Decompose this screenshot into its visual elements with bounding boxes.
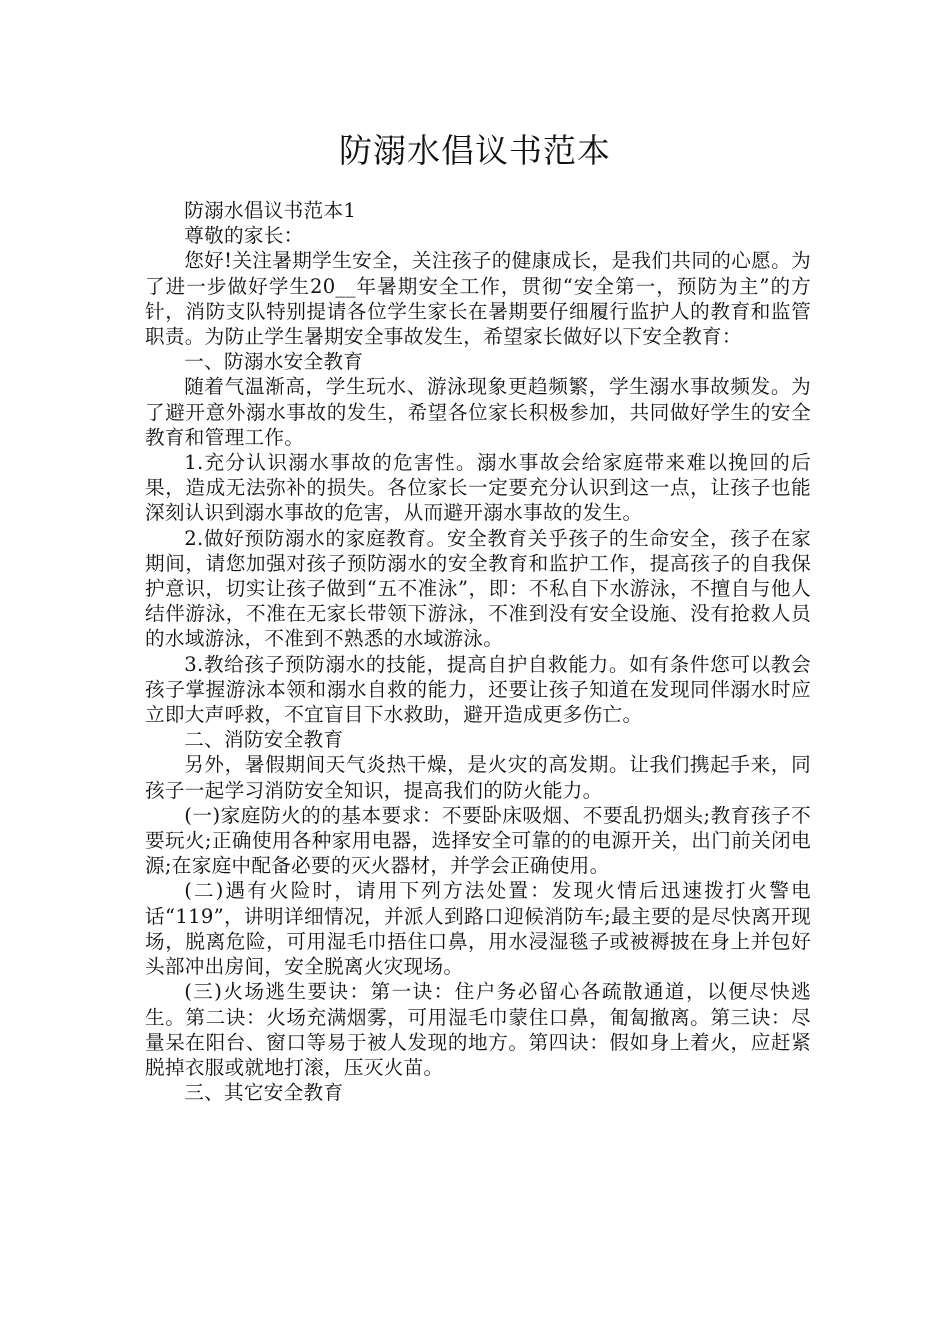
document-title: 防溺水倡议书范本 bbox=[339, 131, 611, 170]
paragraph-item-3: 3.教给孩子预防溺水的技能，提高自护自救能力。如有条件您可以教会孩子掌握游泳本领和溺水自救的能力，还要让孩子知道在发现同伴溺水时应立即大声呼救，不宜盲目下水救助，避开造成更多伤亡。 bbox=[145, 652, 811, 727]
doc-subtitle: 防溺水倡议书范本1 bbox=[184, 199, 357, 222]
paragraph-fire-item-3: (三)火场逃生要诀：第一诀：住户务必留心各疏散通道，以便尽快逃生。第二诀：火场充满烟雾，可用湿毛巾蒙住口鼻，匍匐撤离。第三诀：尽量呆在阳台、窗口等易于被人发现的地方。第四诀：假如身上着火，应赶紧脱掉衣服或就地打滚，压灭火苗。 bbox=[145, 980, 811, 1079]
paragraph-drowning-intro: 随着气温渐高，学生玩水、游泳现象更趋频繁，学生溺水事故频发。为了避开意外溺水事故的发生，希望各位家长积极参加，共同做好学生的安全教育和管理工作。 bbox=[145, 375, 811, 449]
intro-paragraph: 您好!关注暑期学生安全，关注孩子的健康成长，是我们共同的心愿。为了进一步做好学生20__年暑期安全工作，贯彻“安全第一，预防为主”的方针，消防支队特别提请各位学生家长在暑期要仔细履行监护人的教育和监管职责。为防止学生暑期安全事故发生，希望家长做好以下安全教育： bbox=[145, 249, 811, 349]
section-heading-drowning: 一、防溺水安全教育 bbox=[184, 350, 364, 374]
paragraph-fire-item-2: (二)遇有火险时，请用下列方法处置：发现火情后迅速拨打火警电话“119”，讲明详细情况，并派人到路口迎候消防车;最主要的是尽快离开现场，脱离危险，可用湿毛巾捂住口鼻，用水浸湿毯子或被褥披在身上并包好头部冲出房间，安全脱离火灾现场。 bbox=[145, 879, 811, 979]
section-heading-fire: 二、消防安全教育 bbox=[184, 728, 344, 752]
salutation: 尊敬的家长： bbox=[184, 224, 304, 248]
paragraph-fire-item-1: (一)家庭防火的的基本要求：不要卧床吸烟、不要乱扔烟头;教育孩子不要玩火;正确使用各种家用电器，选择安全可靠的的电源开关，出门前关闭电源;在家庭中配备必要的灭火器材，并学会正确使用。 bbox=[145, 803, 811, 878]
paragraph-fire-intro: 另外，暑假期间天气炎热干燥，是火灾的高发期。让我们携起手来，同孩子一起学习消防安全知识，提高我们的防火能力。 bbox=[145, 753, 811, 802]
document-body bbox=[145, 198, 811, 1105]
paragraph-item-2: 2.做好预防溺水的家庭教育。安全教育关乎孩子的生命安全，孩子在家期间，请您加强对孩子预防溺水的安全教育和监护工作，提高孩子的自我保护意识，切实让孩子做到“五不准泳”，即：不私自下水游泳，不擅自与他人结伴游泳，不准在无家长带领下游泳，不准到没有安全设施、没有抢救人员的水域游泳，不准到不熟悉的水域游泳。 bbox=[145, 526, 811, 651]
section-heading-other: 三、其它安全教育 bbox=[184, 1081, 344, 1105]
paragraph-item-1: 1.充分认识溺水事故的危害性。溺水事故会给家庭带来难以挽回的后果，造成无法弥补的损失。各位家长一定要充分认识到这一点，让孩子也能深刻认识到溺水事故的危害，从而避开溺水事故的发生。 bbox=[145, 451, 811, 525]
